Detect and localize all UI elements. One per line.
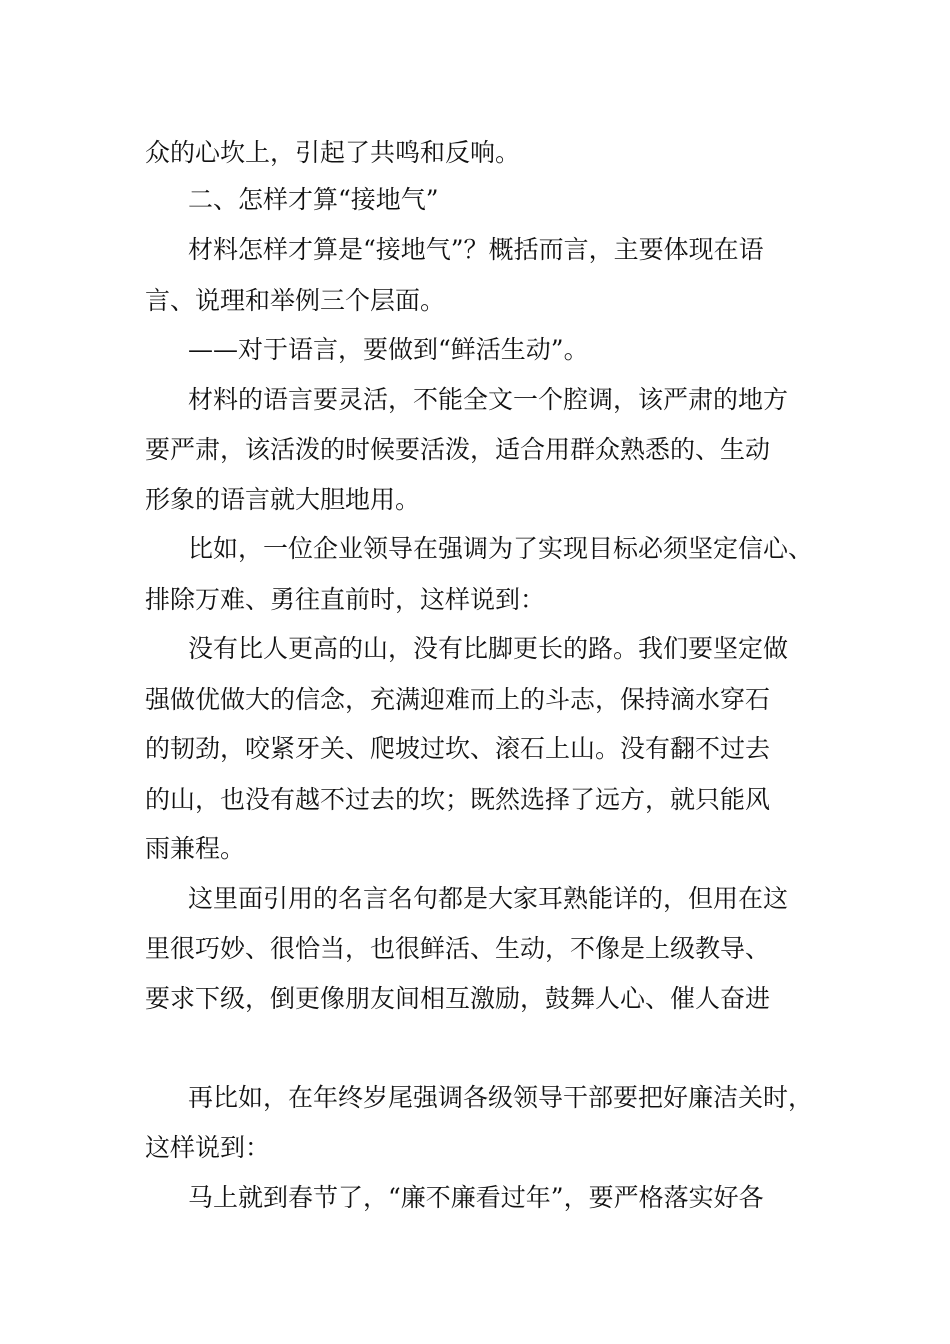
text-line: 比如，一位企业领导在强调为了实现目标必须坚定信心、	[188, 534, 814, 563]
quote-line: 雨兼程。	[145, 834, 246, 863]
quote-line: 的韧劲，咬紧牙关、爬坡过坎、滚石上山。没有翻不过去	[145, 734, 771, 763]
text-line: 材料怎样才算是“接地气”？概括而言，主要体现在语	[188, 235, 764, 264]
subheading-line: ——对于语言，要做到“鲜活生动”。	[188, 335, 589, 364]
quote-line: 强做优做大的信念，充满迎难而上的斗志，保持滴水穿石	[145, 685, 771, 714]
text-line: 再比如，在年终岁尾强调各级领导干部要把好廉洁关时，	[188, 1083, 814, 1112]
text-line: 这里面引用的名言名句都是大家耳熟能详的，但用在这	[188, 884, 789, 913]
text-line: 材料的语言要灵活，不能全文一个腔调，该严肃的地方	[188, 385, 789, 414]
text-line: 众的心坎上，引起了共鸣和反响。	[145, 138, 521, 167]
text-line: 里很巧妙、很恰当，也很鲜活、生动，不像是上级教导、	[145, 934, 771, 963]
text-line: 这样说到：	[145, 1133, 271, 1162]
quote-line: 没有比人更高的山，没有比脚更长的路。我们要坚定做	[188, 634, 789, 663]
quote-line: 马上就到春节了，“廉不廉看过年”，要严格落实好各	[188, 1183, 764, 1212]
text-line: 形象的语言就大胆地用。	[145, 485, 421, 514]
text-line: 要求下级，倒更像朋友间相互激励，鼓舞人心、催人奋进	[145, 984, 771, 1013]
text-line: 言、说理和举例三个层面。	[145, 286, 446, 315]
text-line: 要严肃，该活泼的时候要活泼，适合用群众熟悉的、生动	[145, 435, 771, 464]
section-heading: 二、怎样才算“接地气”	[188, 185, 439, 214]
quote-line: 的山，也没有越不过去的坎；既然选择了远方，就只能风	[145, 785, 771, 814]
text-line: 排除万难、勇往直前时，这样说到：	[145, 585, 546, 614]
